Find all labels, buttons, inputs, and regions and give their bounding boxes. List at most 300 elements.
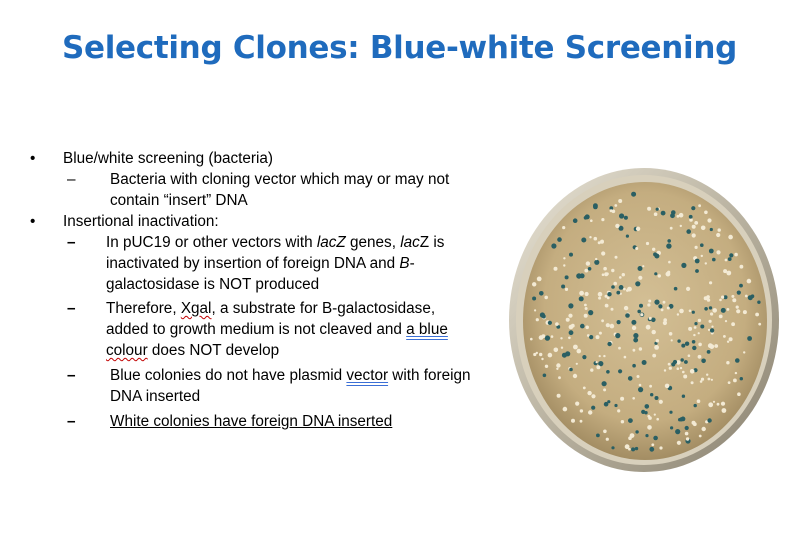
blue-colony <box>596 434 600 438</box>
white-colony <box>692 421 696 425</box>
white-colony <box>607 297 610 300</box>
white-colony <box>542 334 546 338</box>
blue-colony <box>712 258 716 262</box>
blue-colony <box>689 215 693 219</box>
blue-colony <box>654 300 659 305</box>
white-colony <box>614 204 617 207</box>
blue-colony <box>616 291 620 295</box>
white-colony <box>692 233 696 237</box>
white-colony <box>635 247 638 250</box>
white-colony <box>654 345 659 350</box>
blue-colony <box>591 406 595 410</box>
blue-colony <box>677 339 680 342</box>
white-colony <box>667 307 670 310</box>
white-colony <box>701 255 703 257</box>
blue-colony <box>695 269 699 273</box>
white-colony <box>571 324 575 328</box>
white-colony <box>723 335 726 338</box>
blue-colony <box>649 447 654 452</box>
white-colony <box>647 303 650 306</box>
white-colony <box>680 225 682 227</box>
white-colony <box>596 361 598 363</box>
white-colony <box>731 322 735 326</box>
blue-colony <box>667 239 671 243</box>
blue-colony <box>635 447 638 450</box>
white-colony <box>656 339 659 342</box>
white-colony <box>693 334 695 336</box>
blue-colony <box>619 213 624 218</box>
blue-colony <box>721 308 726 313</box>
white-colony <box>598 292 603 297</box>
white-colony <box>649 317 652 320</box>
white-colony <box>619 276 622 279</box>
white-colony <box>588 410 592 414</box>
white-colony <box>584 314 588 318</box>
white-colony <box>598 297 601 300</box>
white-colony <box>534 309 536 311</box>
white-colony <box>719 299 722 302</box>
white-colony <box>601 319 604 322</box>
blue-colony <box>580 324 585 329</box>
white-colony <box>576 363 578 365</box>
white-colony <box>722 408 727 413</box>
white-colony <box>561 347 563 349</box>
white-colony <box>728 235 733 240</box>
blue-colony <box>624 216 628 220</box>
white-colony <box>664 369 666 371</box>
blue-colony <box>691 206 695 210</box>
spellcheck-colour: colour <box>106 342 148 359</box>
white-colony <box>590 219 593 222</box>
white-colony <box>536 318 539 321</box>
white-colony <box>605 304 609 308</box>
sub-bullet-puc19 <box>26 232 476 295</box>
white-colony <box>652 354 656 358</box>
white-colony <box>698 319 701 322</box>
white-colony <box>698 204 701 207</box>
blue-colony <box>611 446 614 449</box>
white-colony <box>585 326 589 330</box>
white-colony <box>688 354 691 357</box>
white-colony <box>624 306 628 310</box>
white-colony <box>717 403 720 406</box>
white-colony <box>658 274 661 277</box>
blue-colony <box>661 211 666 216</box>
white-colony <box>740 265 744 269</box>
white-colony <box>606 438 609 441</box>
white-colony <box>627 287 632 292</box>
blue-colony <box>740 377 743 380</box>
white-colony <box>613 282 617 286</box>
blue-colony <box>642 360 647 365</box>
white-colony <box>642 265 644 267</box>
blue-colony <box>658 304 662 308</box>
white-colony <box>677 313 679 315</box>
white-colony <box>639 384 642 387</box>
white-colony <box>611 308 614 311</box>
white-colony <box>530 338 533 341</box>
white-colony <box>708 402 713 407</box>
text-run: Z is inactivated by insertion of foreign DNA and <box>106 234 445 272</box>
blue-colony <box>532 297 536 301</box>
white-colony <box>721 296 724 299</box>
blue-colony <box>737 291 741 295</box>
white-colony <box>602 273 605 276</box>
blue-colony <box>692 346 696 350</box>
grammar-vector: vector <box>346 367 389 384</box>
blue-colony <box>569 253 573 257</box>
white-colony <box>537 277 542 282</box>
blue-colony <box>681 358 684 361</box>
white-colony <box>628 436 632 440</box>
blue-colony <box>576 273 581 278</box>
white-colony <box>663 301 666 304</box>
white-colony <box>729 337 733 341</box>
blue-colony <box>579 296 584 301</box>
white-colony <box>709 320 712 323</box>
white-colony <box>577 349 582 354</box>
text-run: does NOT develop <box>147 342 280 359</box>
blue-colony <box>581 238 586 243</box>
white-colony <box>652 330 656 334</box>
white-colony <box>728 381 731 384</box>
white-colony <box>731 295 734 298</box>
white-colony <box>755 313 759 317</box>
blue-colony <box>584 216 588 220</box>
white-colony <box>716 250 720 254</box>
blue-colony <box>557 237 562 242</box>
blue-colony <box>707 418 711 422</box>
bullet-marker: • <box>30 213 36 230</box>
blue-colony <box>685 426 689 430</box>
blue-colony <box>757 301 760 304</box>
blue-colony <box>709 249 714 254</box>
white-colony <box>719 315 723 319</box>
white-colony <box>573 374 577 378</box>
blue-colony <box>562 353 567 358</box>
white-colony <box>622 273 625 276</box>
blue-colony <box>594 260 599 265</box>
blue-colony <box>628 376 633 381</box>
white-colony <box>736 306 739 309</box>
sub-bullet-xgal <box>26 298 476 361</box>
blue-colony <box>637 310 641 314</box>
white-colony <box>663 318 667 322</box>
blue-colony <box>681 344 685 348</box>
blue-colony <box>692 340 696 344</box>
blue-colony <box>588 267 592 271</box>
white-colony <box>554 267 558 271</box>
white-colony <box>668 363 671 366</box>
white-colony <box>568 337 571 340</box>
white-colony <box>560 337 562 339</box>
white-colony <box>601 251 605 255</box>
blue-colony <box>607 292 611 296</box>
blue-colony <box>582 355 586 359</box>
white-colony <box>647 207 651 211</box>
white-colony <box>708 343 713 348</box>
white-colony <box>711 326 713 328</box>
white-colony <box>586 261 590 265</box>
white-colony <box>568 314 572 318</box>
white-colony <box>603 355 605 357</box>
blue-colony <box>607 400 610 403</box>
white-colony <box>677 367 680 370</box>
white-colony <box>651 443 654 446</box>
blue-colony <box>551 243 556 248</box>
white-colony <box>694 221 698 225</box>
blue-colony <box>628 418 633 423</box>
white-colony <box>702 427 706 431</box>
slide-body <box>26 148 476 432</box>
italic-lacz: lacZ <box>316 234 346 251</box>
white-colony <box>599 355 601 357</box>
white-colony <box>659 400 663 404</box>
blue-colony <box>638 266 643 271</box>
white-colony <box>633 349 636 352</box>
white-colony <box>589 236 591 238</box>
white-colony <box>601 240 604 243</box>
text-run: Blue colonies do not have plasmid <box>110 367 347 384</box>
blue-colony <box>735 358 740 363</box>
blue-colony <box>747 336 752 341</box>
white-colony <box>707 218 711 222</box>
blue-colony <box>542 315 546 319</box>
white-colony <box>587 391 591 395</box>
white-colony <box>646 242 649 245</box>
white-colony <box>637 375 640 378</box>
white-colony <box>701 226 706 231</box>
white-colony <box>690 369 695 374</box>
blue-colony <box>561 285 565 289</box>
white-colony <box>539 353 542 356</box>
blue-colony <box>673 360 677 364</box>
blue-colony <box>709 306 712 309</box>
blue-colony <box>645 434 648 437</box>
blue-colony <box>611 285 615 289</box>
white-colony <box>745 295 748 298</box>
white-colony <box>716 233 720 237</box>
white-colony <box>566 318 570 322</box>
white-colony <box>671 339 673 341</box>
blue-colony <box>728 257 732 261</box>
blue-colony <box>569 330 574 335</box>
white-colony <box>615 256 618 259</box>
blue-colony <box>644 411 647 414</box>
white-colony <box>615 224 619 228</box>
white-colony <box>649 385 652 388</box>
white-colony <box>668 261 671 264</box>
blue-colony <box>655 396 659 400</box>
white-colony <box>596 365 600 369</box>
blue-colony <box>707 350 711 354</box>
blue-colony <box>607 342 611 346</box>
white-colony <box>623 288 626 291</box>
white-colony <box>620 397 624 401</box>
white-colony <box>579 291 584 296</box>
white-colony <box>580 409 583 412</box>
blue-colony <box>638 387 643 392</box>
white-colony <box>695 246 698 249</box>
white-colony <box>638 276 642 280</box>
slide-title: Selecting Clones: Blue-white Screening <box>61 30 738 66</box>
bullet-blue-white-screening <box>26 148 476 169</box>
text-run: In pUC19 or other vectors with <box>106 234 317 251</box>
white-colony <box>665 384 670 389</box>
white-colony <box>685 432 689 436</box>
white-colony <box>632 397 635 400</box>
blue-colony <box>681 263 686 268</box>
blue-colony <box>670 426 673 429</box>
blue-colony <box>631 320 636 325</box>
white-colony <box>648 300 651 303</box>
agar-surface <box>523 182 767 460</box>
blue-colony <box>669 411 672 414</box>
dash-marker: – <box>67 300 76 317</box>
sub-bullet-white-colonies <box>26 411 476 432</box>
blue-colony <box>602 381 607 386</box>
white-colony <box>727 308 730 311</box>
white-colony <box>669 332 673 336</box>
white-colony <box>554 348 559 353</box>
white-colony <box>556 368 558 370</box>
white-colony <box>544 296 548 300</box>
white-colony <box>636 227 640 231</box>
blue-colony <box>694 322 697 325</box>
white-colony <box>557 394 561 398</box>
white-colony <box>669 367 672 370</box>
white-colony <box>603 430 607 434</box>
white-colony <box>610 324 615 329</box>
italic-lac: lac <box>400 234 420 251</box>
white-colony <box>654 212 658 216</box>
white-colony <box>737 392 741 396</box>
blue-colony <box>704 307 708 311</box>
blue-colony <box>543 374 547 378</box>
white-colony <box>710 312 713 315</box>
bullet-insertional-inactivation <box>26 211 476 232</box>
white-colony <box>558 376 561 379</box>
white-colony <box>595 258 597 260</box>
white-colony <box>691 381 694 384</box>
white-colony <box>611 269 614 272</box>
blue-colony <box>684 360 688 364</box>
white-colony <box>711 379 713 381</box>
white-colony <box>733 379 737 383</box>
spellcheck-xgal: Xgal <box>180 300 212 317</box>
white-colony <box>726 271 731 276</box>
italic-b: B <box>399 255 410 272</box>
sub-bullet-blue-colonies <box>26 365 476 407</box>
white-colony <box>725 259 728 262</box>
white-colony <box>697 399 701 403</box>
white-colony <box>727 341 729 343</box>
blue-colony <box>632 364 636 368</box>
blue-colony <box>635 430 638 433</box>
white-colony <box>648 416 652 420</box>
white-colony <box>551 335 554 338</box>
white-colony <box>699 435 702 438</box>
white-colony <box>692 225 696 229</box>
blue-colony <box>645 404 650 409</box>
white-colony <box>563 257 565 259</box>
white-colony <box>591 394 595 398</box>
blue-colony <box>573 218 578 223</box>
white-colony <box>583 387 586 390</box>
white-colony <box>661 309 664 312</box>
white-colony <box>646 325 651 330</box>
blue-colony <box>685 342 689 346</box>
blue-colony <box>631 192 636 197</box>
white-colony <box>652 248 655 251</box>
white-colony <box>713 401 715 403</box>
white-colony <box>656 418 659 421</box>
white-colony <box>585 307 588 310</box>
white-colony <box>585 292 589 296</box>
white-colony <box>680 367 682 369</box>
white-colony <box>606 272 609 275</box>
white-colony <box>747 279 752 284</box>
white-colony <box>603 388 606 391</box>
blue-colony <box>631 447 635 451</box>
blue-colony <box>626 235 629 238</box>
blue-colony <box>675 429 680 434</box>
white-colony <box>610 209 613 212</box>
white-colony <box>706 374 708 376</box>
blue-colony <box>633 333 638 338</box>
white-colony <box>686 287 690 291</box>
white-colony <box>734 253 738 257</box>
white-colony <box>640 313 643 316</box>
blue-colony <box>686 229 691 234</box>
blue-colony <box>694 404 697 407</box>
white-colony <box>736 309 740 313</box>
petri-dish-image <box>508 166 781 475</box>
white-colony <box>621 420 624 423</box>
blue-colony <box>565 275 569 279</box>
blue-colony <box>650 393 653 396</box>
white-colony <box>721 402 725 406</box>
blue-colony <box>695 259 700 264</box>
white-colony <box>743 351 745 353</box>
white-colony <box>536 352 538 354</box>
white-colony <box>709 281 712 284</box>
white-colony <box>598 241 601 244</box>
white-colony <box>689 218 693 222</box>
white-colony <box>698 355 702 359</box>
white-colony <box>704 211 708 215</box>
white-colony <box>606 323 610 327</box>
white-colony <box>689 310 692 313</box>
blue-colony <box>619 285 624 290</box>
blue-colony <box>701 359 706 364</box>
white-colony <box>647 425 652 430</box>
white-colony <box>679 309 684 314</box>
text-run: , a substrate for B-galactosidase, added to growth medium is not cleaved and <box>106 300 436 338</box>
blue-colony <box>729 253 733 257</box>
blue-colony <box>539 291 544 296</box>
white-colony <box>541 358 543 360</box>
blue-colony <box>615 333 620 338</box>
white-colony <box>555 322 559 326</box>
blue-colony <box>618 369 622 373</box>
blue-colony <box>710 328 714 332</box>
blue-colony <box>589 335 593 339</box>
white-colony <box>677 441 681 445</box>
white-colony <box>688 327 692 331</box>
white-colony <box>659 446 662 449</box>
white-colony <box>599 332 602 335</box>
